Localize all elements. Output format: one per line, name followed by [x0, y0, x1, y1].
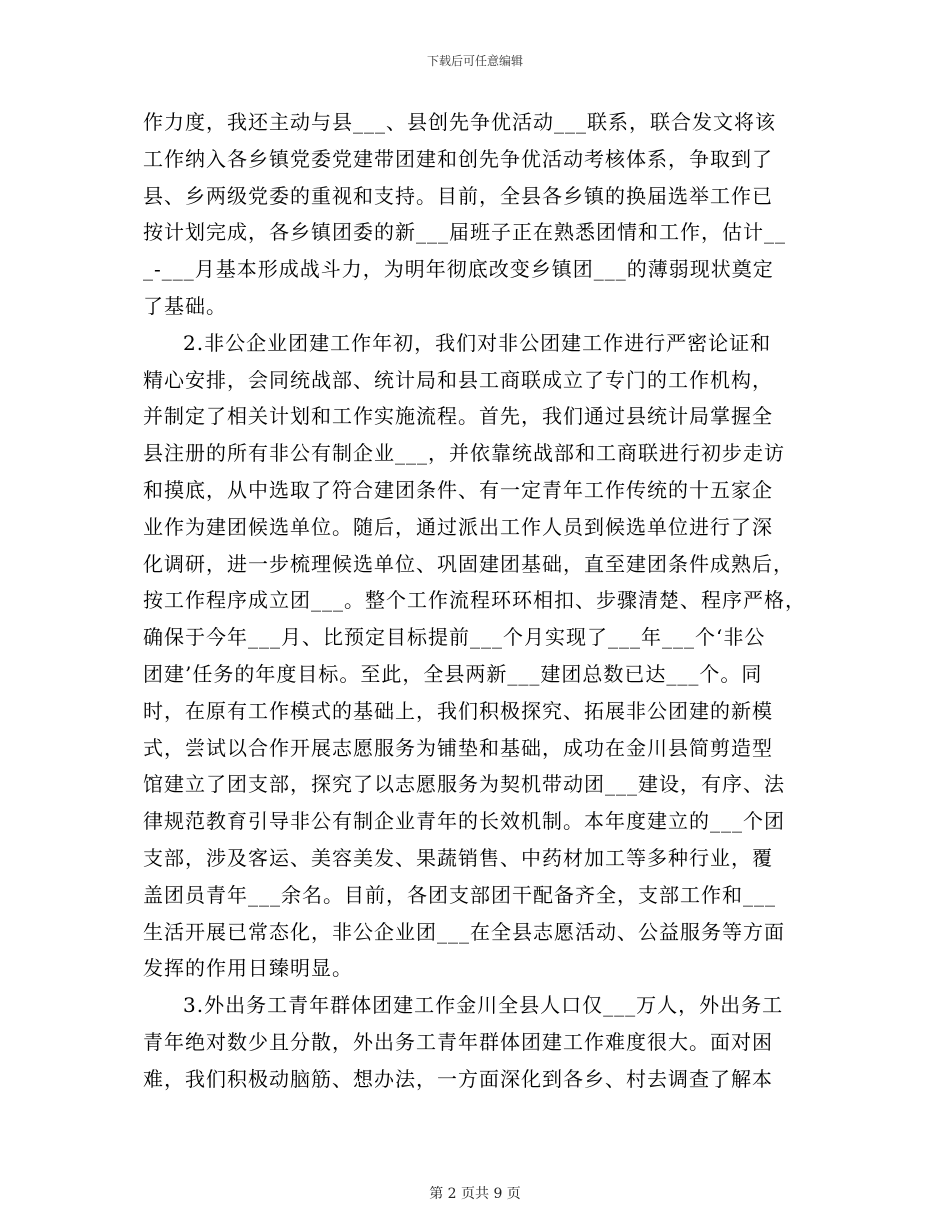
page-header: 下载后可任意编辑	[426, 54, 523, 68]
text-line: 作力度，我还主动与县___、县创先争优活动___联系，联合发文将该	[143, 110, 776, 134]
text-line: 青年绝对数少且分散，外出务工青年群体团建工作难度很大。面对困	[143, 1029, 773, 1054]
text-line: 盖团员青年___余名。目前，各团支部团干配备齐全，支部工作和___	[143, 882, 776, 907]
paragraph	[143, 987, 807, 1097]
text-line: 时，在原有工作模式的基础上，我们积极探究、拓展非公团建的新模	[143, 698, 773, 723]
text-line: 和摸底，从中选取了符合建团条件、有一定青年工作传统的十五家企	[143, 477, 773, 502]
text-line: 精心安排，会同统战部、统计局和县工商联成立了专门的工作机构，	[143, 367, 773, 392]
page-footer: 第 2 页共 9 页	[429, 1186, 521, 1202]
text-line: 难，我们积极动脑筋、想办法，一方面深化到各乡、村去调查了解本	[143, 1066, 773, 1091]
text-line: 生活开展已常态化，非公企业团___在全县志愿活动、公益服务等方面	[143, 919, 785, 944]
text-line: 按工作程序成立团___。整个工作流程环环相扣、步骤清楚、程序严格，	[143, 588, 806, 613]
text-line: 了基础。	[143, 293, 227, 318]
text-line: 化调研，进一步梳理候选单位、巩固建团基础，直至建团条件成熟后，	[143, 551, 794, 576]
text-line: _-___月基本形成战斗力，为明年彻底改变乡镇团___的薄弱现状奠定	[143, 257, 774, 282]
text-line: 业作为建团候选单位。随后，通过派出工作人员到候选单位进行了深	[143, 514, 773, 539]
text-line: 3.外出务工青年群体团建工作金川全县人口仅___万人，外出务工	[183, 993, 784, 1018]
text-line: 发挥的作用日臻明显。	[143, 956, 353, 981]
text-line: 并制定了相关计划和工作实施流程。首先，我们通过县统计局掌握全	[143, 404, 773, 429]
text-line: 支部，涉及客运、美容美发、果蔬销售、中药材加工等多种行业，覆	[143, 845, 773, 870]
paragraph	[143, 325, 807, 987]
text-line: 团建’任务的年度目标。至此，全县两新___建团总数已达___个。同	[143, 661, 763, 686]
text-line: 按计划完成，各乡镇团委的新___届班子正在熟悉团情和工作，估计__	[143, 220, 786, 245]
paragraph	[143, 104, 807, 325]
text-line: 县注册的所有非公有制企业___，并依靠统战部和工商联进行初步走访	[143, 441, 785, 466]
document-body	[143, 104, 807, 1098]
text-line: 确保于今年___月、比预定目标提前___个月实现了___年___个‘非公	[143, 625, 766, 650]
text-line: 2.非公企业团建工作年初，我们对非公团建工作进行严密论证和	[183, 330, 772, 355]
text-line: 律规范教育引导非公有制企业青年的长效机制。本年度建立的___个团	[143, 809, 785, 834]
text-line: 县、乡两级党委的重视和支持。目前，全县各乡镇的换届选举工作已	[143, 183, 773, 208]
text-line: 馆建立了团支部，探究了以志愿服务为契机带动团___建设，有序、法	[143, 772, 785, 797]
text-line: 工作纳入各乡镇党委党建带团建和创先争优活动考核体系，争取到了	[143, 146, 773, 171]
text-line: 式，尝试以合作开展志愿服务为铺垫和基础，成功在金川县简剪造型	[143, 735, 773, 760]
